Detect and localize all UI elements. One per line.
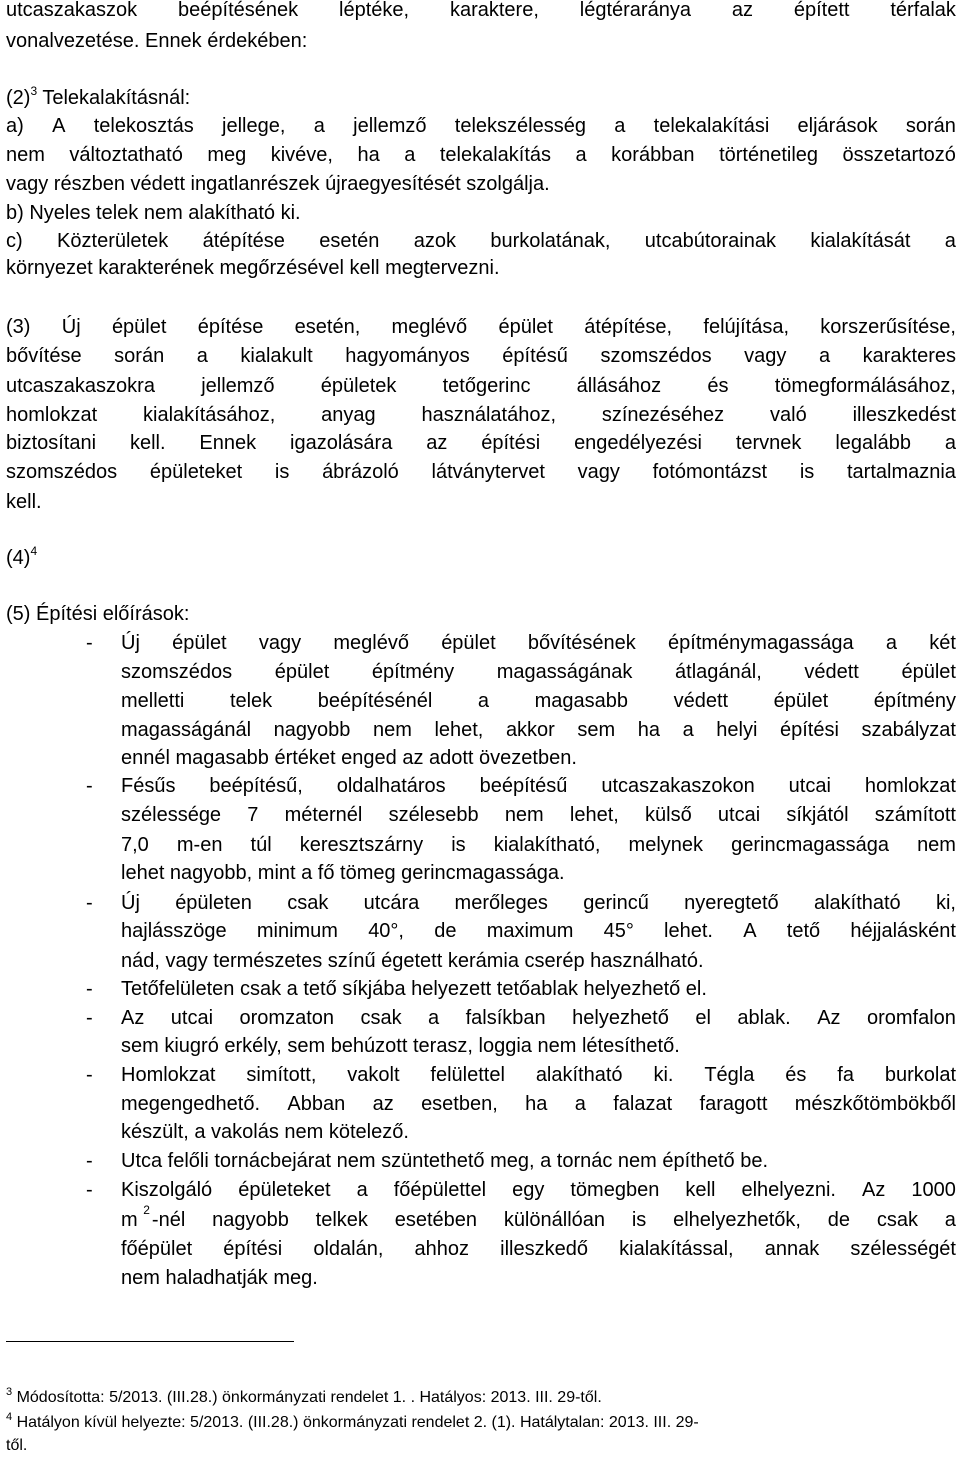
bullet-text: -nél nagyobb telkek esetében különállóan is elhelyezhetők, de csak a: [151, 1209, 956, 1231]
section-4-heading: [6, 544, 38, 569]
section-title: Telekalakításnál:: [37, 87, 191, 109]
footnote-4: [6, 1411, 699, 1431]
bullet-line: megengedhető. Abban az esetben, ha a falazat faragott mészkőtömbökből: [121, 1093, 956, 1115]
footnote-text: Hatályon kívül helyezte: 5/2013. (III.28.) önkormányzati rendelet 2. (1). Hatálytalan: 2013. III. 29-: [12, 1414, 699, 1431]
bullet-dash: -: [86, 1150, 93, 1172]
bullet-line: Az utcai oromzaton csak a falsíkban helyezhető el ablak. Az oromfalon: [121, 1007, 956, 1029]
section-3-line: utcaszakaszokra jellemző épületek tetőgerinc állásához és tömegformálásához,: [6, 375, 956, 397]
bullet-line: szomszédos épület építmény magasságának átlagánál, védett épület: [121, 661, 956, 683]
section-3-line: szomszédos épületeket is ábrázoló látványtervet vagy fotómontázst is tartalmaznia: [6, 461, 956, 483]
bullet-line: magasságánál nagyobb nem lehet, akkor sem ha a helyi építési szabályzat: [121, 719, 956, 741]
bullet-line: nem haladhatják meg.: [121, 1267, 318, 1289]
footnote-separator: [6, 1341, 294, 1342]
section-label: (2): [6, 87, 31, 109]
section-3-line: biztosítani kell. Ennek igazolására az építési engedélyezési tervnek legalább a: [6, 432, 956, 454]
bullet-line: [121, 1203, 956, 1231]
section-2-heading: [6, 84, 191, 109]
section-3-line: bővítése során a kialakult hagyományos építésű szomszédos vagy a karakteres: [6, 345, 956, 367]
bullet-line: szélessége 7 méternél szélesebb nem lehet, külső utcai síkjától számított: [121, 804, 956, 826]
bullet-line: Fésűs beépítésű, oldalhatáros beépítésű utcaszakaszokon utcai homlokzat: [121, 775, 956, 797]
bullet-dash: -: [86, 1064, 93, 1086]
bullet-line: sem kiugró erkély, sem behúzott terasz, loggia nem létesíthető.: [121, 1035, 680, 1057]
footnote-3: [6, 1386, 602, 1406]
section-2-line: b) Nyeles telek nem alakítható ki.: [6, 202, 301, 224]
bullet-line: készült, a vakolás nem kötelező.: [121, 1121, 409, 1143]
section-2-line: c) Közterületek átépítése esetén azok burkolatának, utcabútorainak kialakítását a: [6, 230, 956, 252]
bullet-line: Kiszolgáló épületeket a főépülettel egy tömegben kell elhelyezni. Az 1000: [121, 1179, 956, 1201]
bullet-dash: -: [86, 632, 93, 654]
bullet-line: Utca felőli tornácbejárat nem szüntethető meg, a tornác nem építhető be.: [121, 1150, 769, 1172]
bullet-line: hajlásszöge minimum 40°, de maximum 45° lehet. A tető héjjalásként: [121, 920, 956, 942]
bullet-line: melletti telek beépítésénél a magasabb védett épület építmény: [121, 690, 956, 712]
section-2-line: nem változtatható meg kivéve, ha a telekalakítás a korábban történetileg összetartozó: [6, 144, 956, 166]
footnote-ref[interactable]: 3: [30, 84, 38, 98]
footnote-number: 3: [6, 1386, 13, 1398]
bullet-dash: -: [86, 1007, 93, 1029]
bullet-dash: -: [86, 1179, 93, 1201]
bullet-line: lehet nagyobb, mint a fő tömeg gerincmagassága.: [121, 862, 565, 884]
section-3-line: (3) Új épület építése esetén, meglévő épület átépítése, felújítása, korszerűsítése,: [6, 316, 956, 338]
bullet-line: Homlokzat simított, vakolt felülettel alakítható ki. Tégla és fa burkolat: [121, 1064, 956, 1086]
section-3-line: kell.: [6, 491, 42, 513]
unit-text: m: [121, 1209, 144, 1231]
section-label: (4): [6, 547, 31, 569]
bullet-line: nád, vagy természetes színű égetett kerámia cserép használható.: [121, 950, 704, 972]
footnote-ref[interactable]: 4: [30, 544, 38, 558]
section-2-line: környezet karakterének megőrzésével kell megtervezni.: [6, 257, 500, 279]
bullet-line: főépület építési oldalán, ahhoz illeszkedő kialakítással, annak szélességét: [121, 1238, 956, 1260]
unit-superscript: 2: [143, 1203, 150, 1217]
footnote-number: 4: [6, 1411, 13, 1423]
bullet-line: Tetőfelületen csak a tető síkjába helyezett tetőablak helyezhető el.: [121, 978, 707, 1000]
intro-line: utcaszakaszok beépítésének léptéke, karaktere, légtéraránya az épített térfalak: [6, 0, 956, 21]
bullet-line: ennél magasabb értéket enged az adott övezetben.: [121, 747, 577, 769]
bullet-dash: -: [86, 892, 93, 914]
bullet-line: Új épület vagy meglévő épület bővítésének építménymagassága a két: [121, 632, 956, 654]
bullet-line: Új épületen csak utcára merőleges gerincű nyeregtető alakítható ki,: [121, 892, 956, 914]
section-5-heading: (5) Építési előírások:: [6, 603, 190, 625]
section-2-line: vagy részben védett ingatlanrészek újraegyesítését szolgálja.: [6, 173, 550, 195]
bullet-dash: -: [86, 775, 93, 797]
section-2-line: a) A telekosztás jellege, a jellemző telekszélesség a telekalakítási eljárások során: [6, 115, 956, 137]
bullet-dash: -: [86, 978, 93, 1000]
footnote-4-continued: től.: [6, 1437, 28, 1454]
bullet-line: 7,0 m-en túl keresztszárny is kialakítható, melynek gerincmagassága nem: [121, 834, 956, 856]
section-3-line: homlokzat kialakításához, anyag használatához, színezéséhez való illeszkedést: [6, 404, 956, 426]
footnote-text: Módosította: 5/2013. (III.28.) önkormányzati rendelet 1. . Hatályos: 2013. III. 29-től.: [12, 1389, 602, 1406]
intro-line: vonalvezetése. Ennek érdekében:: [6, 30, 308, 52]
